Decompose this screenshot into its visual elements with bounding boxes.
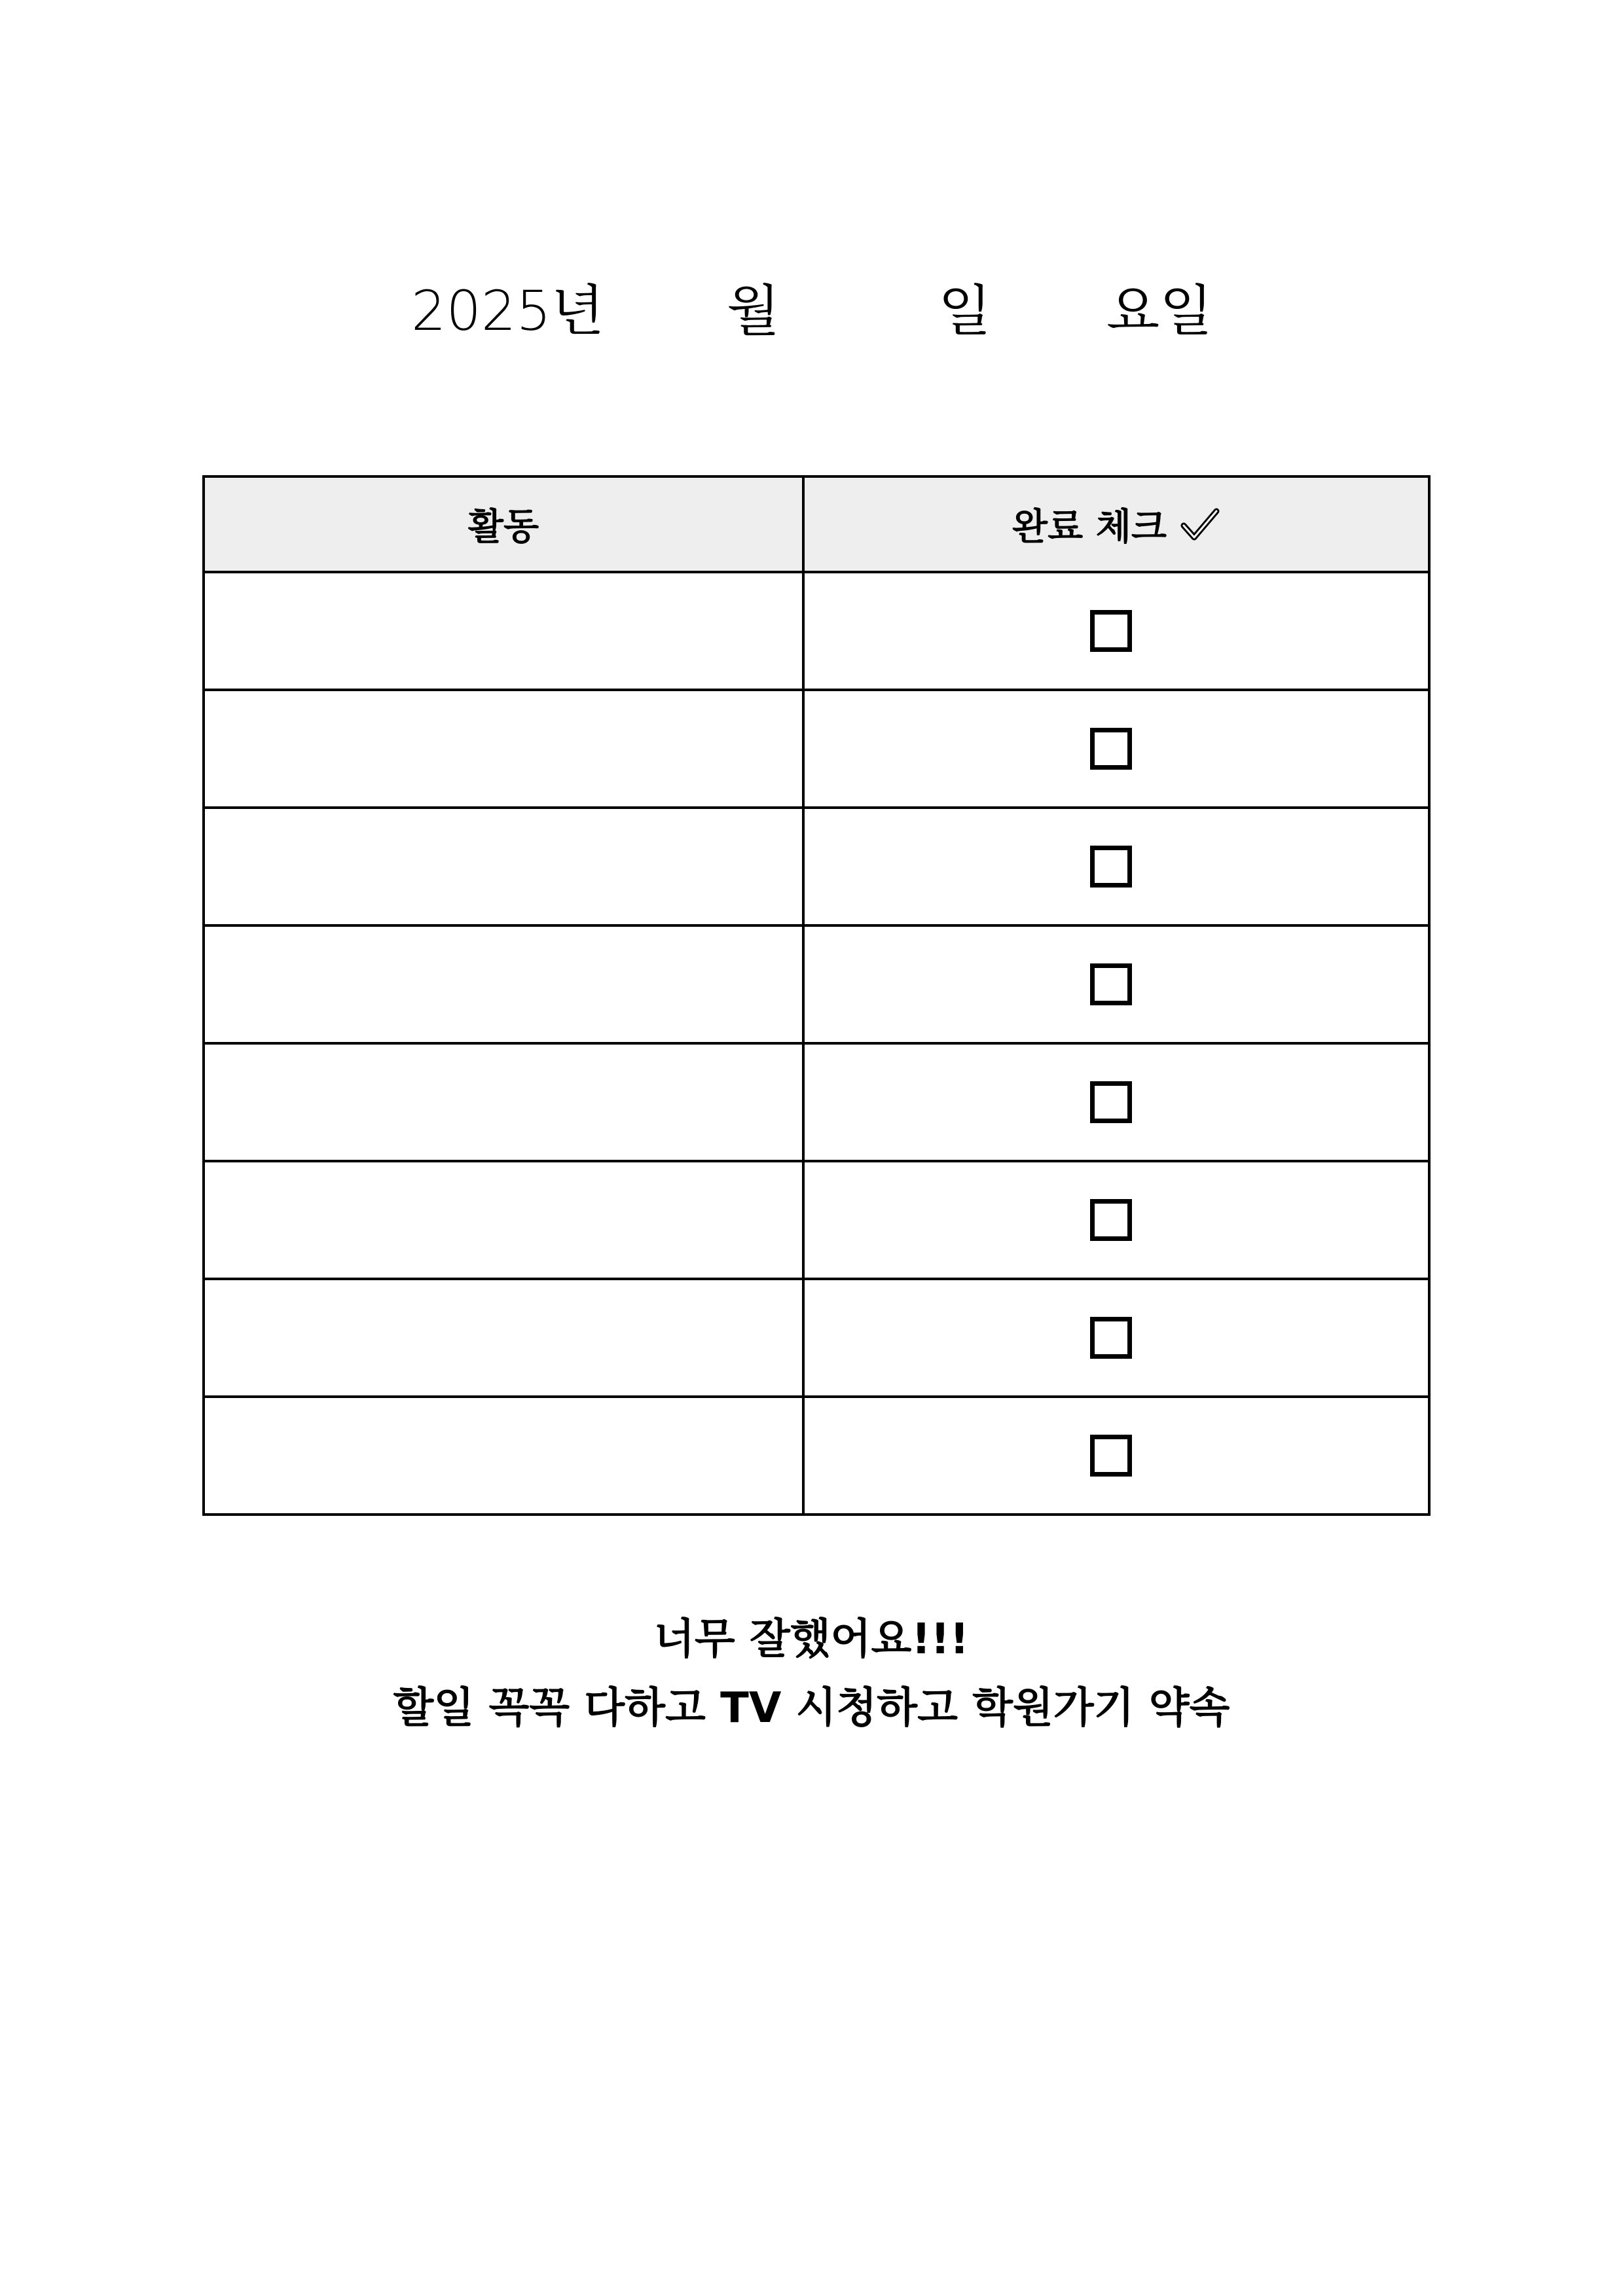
- completion-checkbox[interactable]: [1090, 846, 1132, 888]
- check-cell: [803, 808, 1429, 925]
- table-row: [204, 572, 1429, 690]
- check-cell: [803, 1161, 1429, 1279]
- completion-checkbox[interactable]: [1090, 1199, 1132, 1241]
- year-label: 2025년: [411, 279, 604, 343]
- month-label: 월: [727, 279, 780, 343]
- check-cell: [803, 572, 1429, 690]
- check-cell: [803, 1043, 1429, 1161]
- check-cell: [803, 1279, 1429, 1397]
- activity-cell[interactable]: [204, 1043, 803, 1161]
- activity-cell[interactable]: [204, 690, 803, 808]
- promise-message: 할일 꼭꼭 다하고 TV 시청하고 학원가기 약속: [393, 1684, 1230, 1732]
- table-header-row: [204, 476, 1429, 572]
- activity-cell[interactable]: [204, 1161, 803, 1279]
- check-cell: [803, 690, 1429, 808]
- table-row: [204, 1279, 1429, 1397]
- completion-checkbox[interactable]: [1090, 1317, 1132, 1359]
- day-label: 일: [938, 279, 992, 343]
- weekday-label: 요일: [1106, 279, 1213, 343]
- completion-checkbox[interactable]: [1090, 963, 1132, 1005]
- check-column-label: 완료 체크: [1012, 506, 1167, 548]
- completion-checkbox[interactable]: [1090, 728, 1132, 770]
- activity-checklist-table: [202, 475, 1431, 1516]
- table-row: [204, 1397, 1429, 1515]
- table-row: [204, 690, 1429, 808]
- check-cell: [803, 925, 1429, 1043]
- activity-column-header: [204, 476, 803, 572]
- activity-cell[interactable]: [204, 1279, 803, 1397]
- check-column-header: [803, 476, 1429, 572]
- table-row: [204, 925, 1429, 1043]
- activity-cell[interactable]: [204, 925, 803, 1043]
- activity-cell[interactable]: [204, 572, 803, 690]
- table-row: [204, 1043, 1429, 1161]
- praise-message: 너무 잘했어요!!!: [654, 1615, 969, 1664]
- check-cell: [803, 1397, 1429, 1515]
- completion-checkbox[interactable]: [1090, 610, 1132, 652]
- table-row: [204, 1161, 1429, 1279]
- completion-checkbox[interactable]: [1090, 1435, 1132, 1477]
- completion-checkbox[interactable]: [1090, 1081, 1132, 1123]
- check-mark-icon: [1180, 506, 1220, 543]
- date-header: [0, 265, 1623, 350]
- table-row: [204, 808, 1429, 925]
- activity-cell[interactable]: [204, 1397, 803, 1515]
- activity-cell[interactable]: [204, 808, 803, 925]
- activity-column-label: 활동: [467, 506, 539, 548]
